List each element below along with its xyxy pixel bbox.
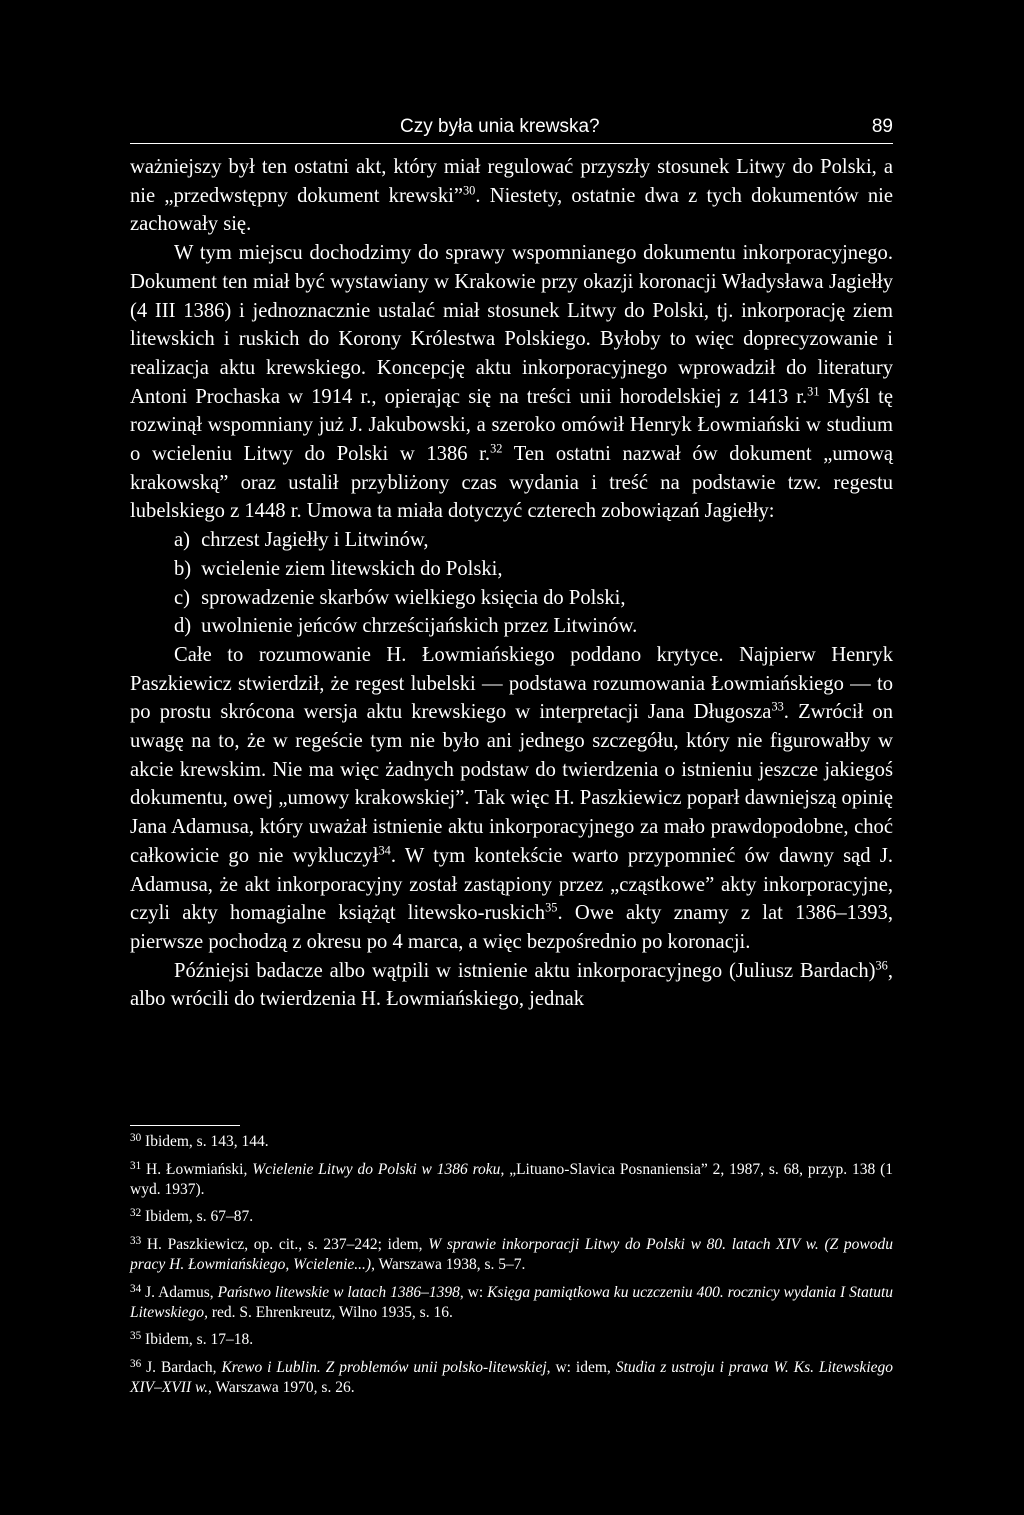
main-text [130,153,893,1014]
paragraph [130,957,893,1014]
italic-title: Studia z ustroju i prawa W. Ks. Litewskiego XIV–XVII w. [130,1359,894,1396]
text-run: . W tym kontekście warto przypomnieć ów dawny sąd J. Adamusa, że akt inkorporacyjny został zastąpiony przez „cząstkowe” akty inkorporacyjne, czyli akty homagialne książąt litewsko-ruskich [130,844,893,925]
list-item-text: chrzest Jagiełły i Litwinów, [196,529,429,552]
list-marker: a) [174,529,190,552]
footnote-reference: 31 [807,384,820,399]
list-marker: d) [174,615,192,638]
footnote-reference: 30 [462,183,476,198]
text-run: Ibidem, s. 67–87. [145,1208,254,1226]
list-marker: c) [174,586,190,609]
text-run: Ibidem, s. 143, 144. [145,1133,269,1150]
text-run: J. Bardach, [146,1359,222,1377]
text-run: . Niestety, ostatnie dwa z tych dokumentów nie zachowały się. [130,184,893,236]
list-item-text: wcielenie ziem litewskich do Polski, [196,557,503,580]
list-item-text: sprowadzenie skarbów wielkiego księcia do Polski, [196,586,626,609]
text-run: , Warszawa 1970, s. 26. [208,1378,355,1396]
text-run: , red. S. Ehrenkreutz, Wilno 1935, s. 16. [204,1303,453,1321]
text-run: . Owe akty znamy z lat 1386–1393, pierwsze pochodzą z okresu po 4 marca, a więc bezpośrednio po koronacji. [130,902,893,953]
enumerated-list [130,526,893,641]
paragraphs-after-list [130,641,893,1014]
paragraphs-before-list [130,153,893,526]
text-run: H. Łowmiański, [146,1160,253,1178]
footnotes [130,1125,893,1406]
footnote-reference: 36 [875,958,888,973]
text-run: Ten ostatni nazwał ów dokument „umową krakowską” oraz ustalił przybliżony czas wydania i treść na podstawie tzw. regestu lubelskiego z 1448 r. Umowa ta miała dotyczyć czterech zobowiązań Jagiełły: [130,443,894,523]
footnote-number: 30 [130,1131,142,1144]
italic-title: Państwo litewskie w latach 1386–1398 [217,1283,460,1301]
footnote [130,1358,893,1398]
italic-title: Wcielenie Litwy do Polski w 1386 roku [252,1160,501,1178]
footnote-number: 33 [130,1235,142,1248]
paragraph [130,153,893,239]
footnote-separator [130,1125,240,1126]
paragraph [130,239,893,526]
footnote [130,1160,893,1200]
list-item [174,526,893,555]
text-run: Całe to rozumowanie H. Łowmiańskiego poddano krytyce. Najpierw Henryk Paszkiewicz stwierdził, że regest lubelski — podstawa rozumowania Łowmiańskiego — to po prostu skrócona wersja aktu krewskiego w interpretacji Jana Długosza [130,643,893,724]
running-header [130,113,893,144]
footnote-reference: 33 [771,699,784,714]
footnote-reference: 34 [378,843,391,858]
footnote [130,1207,893,1227]
text-run: ważniejszy był ten ostatni akt, który miał regulować przyszły stosunek Litwy do Polski, a nie „przedwstępny dokument krewski” [130,156,893,207]
footnote-number: 36 [130,1358,142,1371]
footnote [130,1283,893,1323]
paragraph [130,641,893,957]
text-run: . Zwrócił on uwagę na to, że w regeście tym nie było ani jednego szczegółu, który nie figurowałby w akcie krewskim. Nie ma więc żadnych podstaw do twierdzenia o istnieniu jeszcze jakiegoś dokumentu, owej „umowy krakowskiej”. Tak więc H. Paszkiewicz poparł dawniejszą opinię Jana Adamusa, który uważał istnienie aktu inkorporacyjnego za mało prawdopodobne, choć całkowicie go nie wykluczył [130,701,893,867]
text-run: Myśl tę rozwinął wspomniany już J. Jakubowski, a szeroko omówił Henryk Łowmiański w studium o wcieleniu Litwy do Polski w 1386 r. [130,385,893,466]
italic-title: W sprawie inkorporacji Litwy do Polski w 80. latach XIV w. (Z powodu pracy H. Łowmiańskiego, Wcielenie...) [130,1236,894,1273]
list-item [174,612,893,641]
footnote [130,1330,893,1350]
list-marker: b) [174,557,192,580]
footnote-number: 31 [130,1159,142,1172]
text-run: , w: [459,1283,488,1301]
italic-title: Krewo i Lublin. Z problemów unii polsko-litewskiej [221,1359,547,1377]
text-run: , w: idem, [546,1359,616,1377]
list-item [174,555,893,584]
footnote [130,1235,893,1275]
footnote-reference: 32 [490,441,503,456]
text-run: Późniejsi badacze albo wątpili w istnienie aktu inkorporacyjnego (Juliusz Bardach) [174,959,876,982]
running-title: Czy była unia krewska? [400,116,600,137]
page-number: 89 [871,116,893,137]
footnote-number: 32 [130,1207,142,1220]
list-item-text: uwolnienie jeńców chrześcijańskich przez Litwinów. [196,615,638,638]
text-run: H. Paszkiewicz, op. cit., s. 237–242; idem, [146,1236,429,1254]
footnote-reference: 35 [545,900,558,915]
text-run: , Warszawa 1938, s. 5–7. [371,1255,526,1273]
footnote [130,1132,893,1152]
list-item [174,584,893,613]
italic-title: Księga pamiątkowa ku uczczeniu 400. rocznicy wydania I Statutu Litewskiego [130,1283,894,1321]
text-run: , albo wrócili do twierdzenia H. Łowmiańskiego, jednak [130,959,893,1011]
footnote-number: 35 [130,1330,142,1343]
text-run: , „Lituano-Slavica Posnaniensia” 2, 1987, s. 68, przyp. 138 (1 wyd. 1937). [130,1160,893,1198]
text-run: Ibidem, s. 17–18. [145,1331,254,1349]
footnote-list [130,1132,893,1398]
footnote-number: 34 [130,1282,142,1295]
text-run: J. Adamus, [145,1283,218,1301]
text-run: W tym miejscu dochodzimy do sprawy wspomnianego dokumentu inkorporacyjnego. Dokument ten miał być wystawiany w Krakowie przy okazji koronacji Władysława Jagiełły (4 III 1386) i jednoznacznie ustalać miał stosunek Litwy do Polski, tj. inkorporację ziem litewskich i ruskich do Korony Królestwa Polskiego. Byłoby to więc doprecyzowanie i realizacja aktu krewskiego. Koncepcję aktu inkorporacyjnego wprowadził do literatury Antoni Prochaska w 1914 r., opierając się na treści unii horodelskiej z 1413 r. [130,242,893,408]
